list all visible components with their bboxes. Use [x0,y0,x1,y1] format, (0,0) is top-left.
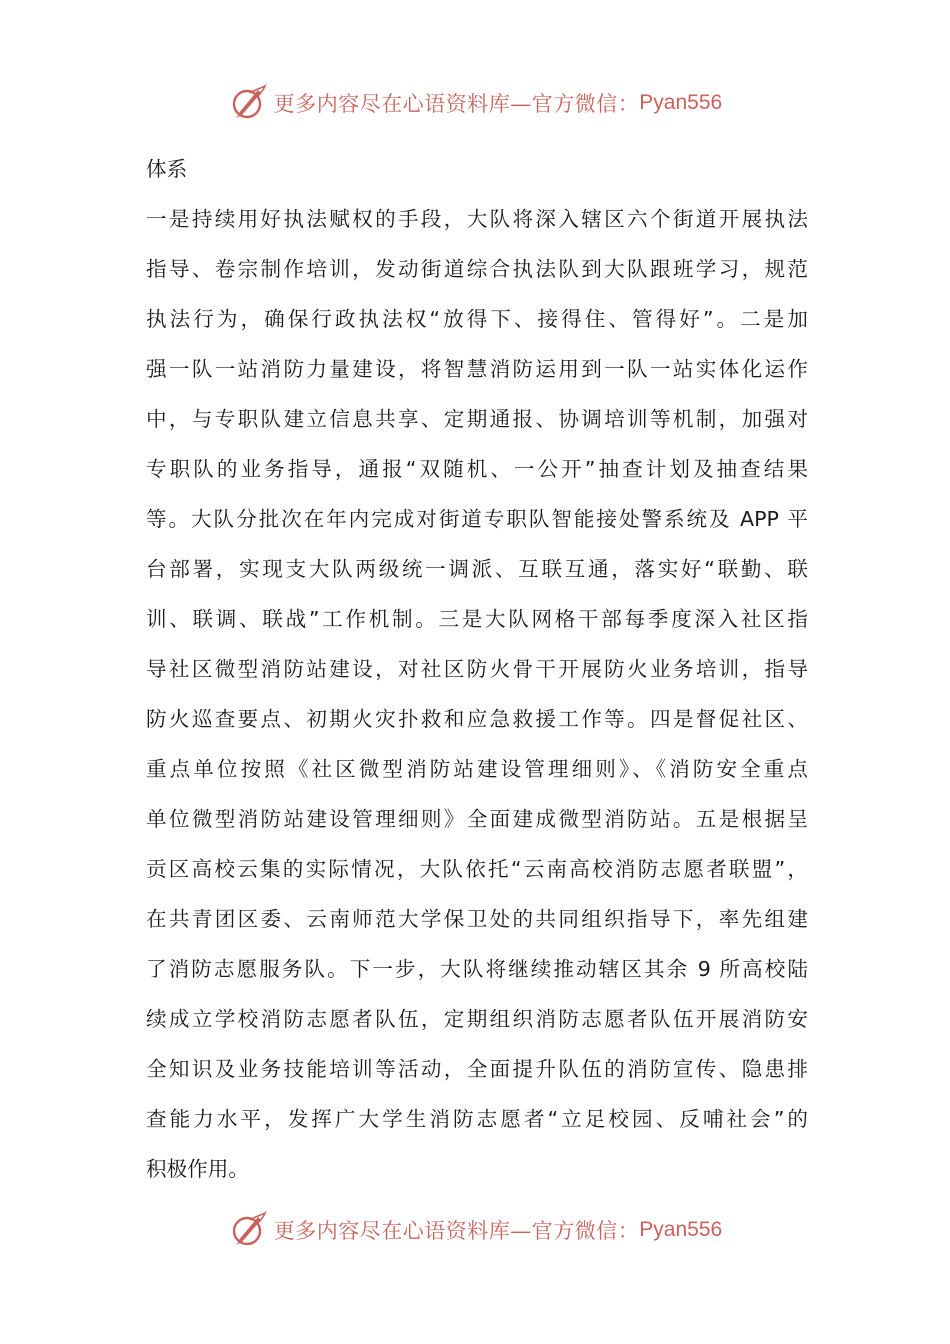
body-line: 执法行为，确保行政执法权“放得下、接得住、管得好”。二是加 [146,307,808,331]
body-line: 训、联调、联战”工作机制。三是大队网格干部每季度深入社区指 [146,607,808,631]
body-line: 全知识及业务技能培训等活动，全面提升队伍的消防宣传、隐患排 [146,1057,808,1081]
body-line: 贡区高校云集的实际情况，大队依托“云南高校消防志愿者联盟”， [146,857,808,881]
footer-banner-text: 更多内容尽在心语资料库—官方微信： [273,1219,640,1243]
body-line: 专职队的业务指导，通报“双随机、一公开”抽查计划及抽查结果 [146,457,808,481]
body-line: 续成立学校消防志愿者队伍，定期组织消防志愿者队伍开展消防安 [146,1007,808,1031]
body-line: 导社区微型消防站建设，对社区防火骨干开展防火业务培训，指导 [146,657,808,681]
header-banner-text: 更多内容尽在心语资料库—官方微信： [273,92,640,116]
body-line: 一是持续用好执法赋权的手段，大队将深入辖区六个街道开展执法 [146,207,808,231]
body-line: 指导、卷宗制作培训，发动街道综合执法队到大队跟班学习，规范 [146,257,808,281]
footer-banner [0,1208,950,1252]
body-line: 查能力水平，发挥广大学生消防志愿者“立足校园、反哺社会”的 [146,1107,808,1131]
document-body [146,144,808,1194]
body-line: 台部署，实现支大队两级统一调派、互联互通，落实好“联勤、联 [146,557,808,581]
body-line: 在共青团区委、云南师范大学保卫处的共同组织指导下，率先组建 [146,907,808,931]
quill-pen-logo-icon [228,1210,268,1250]
header-wechat-id: Pyan556 [639,91,723,114]
body-line: 中，与专职队建立信息共享、定期通报、协调培训等机制，加强对 [146,407,808,431]
body-line: 单位微型消防站建设管理细则》全面建成微型消防站。五是根据呈 [146,807,808,831]
body-line: 等。大队分批次在年内完成对街道专职队智能接处警系统及 APP 平 [146,507,808,531]
footer-wechat-id: Pyan556 [639,1218,723,1241]
body-line: 强一队一站消防力量建设，将智慧消防运用到一队一站实体化运作 [146,357,808,381]
body-line: 积极作用。 [146,1157,249,1181]
quill-pen-logo-icon [228,83,268,123]
body-line: 了消防志愿服务队。下一步，大队将继续推动辖区其余 9 所高校陆 [146,957,808,981]
body-line: 体系 [146,157,188,181]
header-banner [0,81,950,125]
body-line: 防火巡查要点、初期火灾扑救和应急救援工作等。四是督促社区、 [146,707,808,731]
body-line: 重点单位按照《社区微型消防站建设管理细则》、《消防安全重点 [146,757,808,781]
